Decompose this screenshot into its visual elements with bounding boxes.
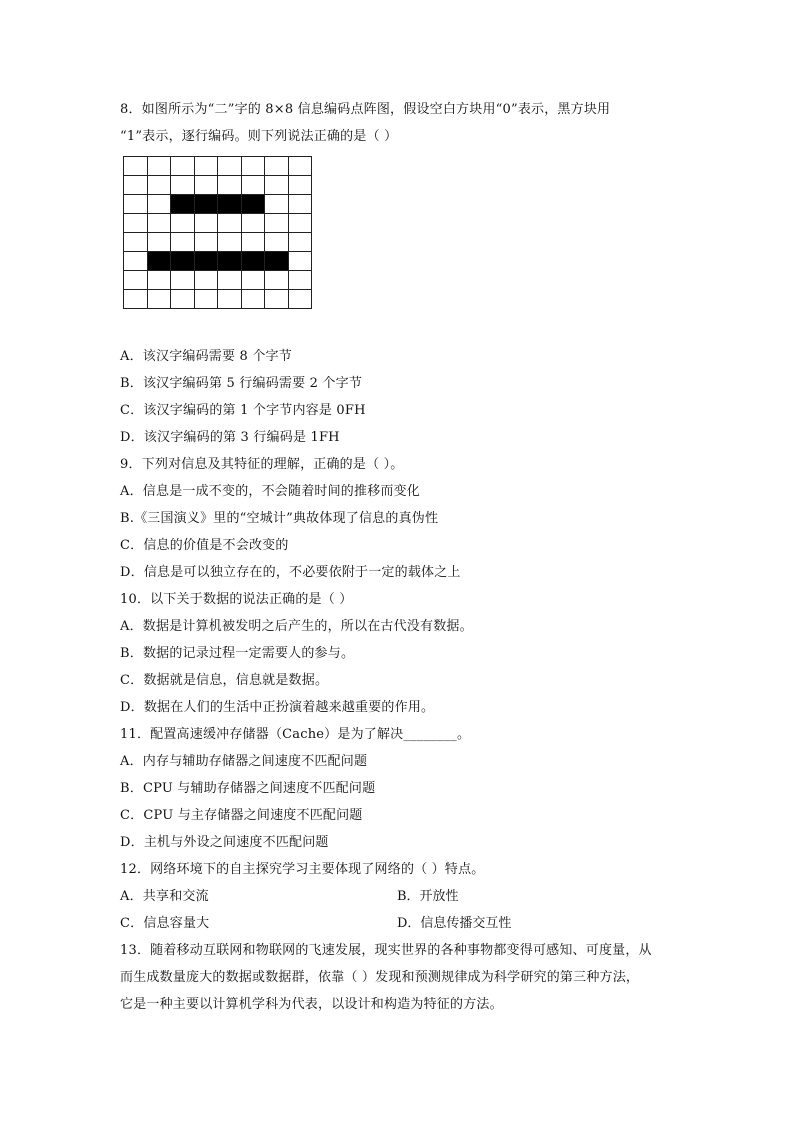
grid-cell-r2-c1	[124, 176, 148, 195]
q9-option-b: B.《三国演义》里的“空城计”典故体现了信息的真伪性	[120, 511, 439, 526]
q9-stem: 9．下列对信息及其特征的理解，正确的是（ ）。	[120, 457, 404, 472]
grid-cell-r3-c6	[242, 195, 266, 214]
q12-stem: 12．网络环境下的自主探究学习主要体现了网络的（ ）特点。	[120, 862, 485, 877]
q8-option-b: B．该汉字编码第 5 行编码需要 2 个字节	[120, 376, 363, 391]
grid-cell-r4-c4	[195, 214, 219, 233]
grid-cell-r4-c3	[171, 214, 195, 233]
q9-option-a: A．信息是一成不变的，不会随着时间的推移而变化	[120, 484, 420, 499]
q10-option-b: B．数据的记录过程一定需要人的参与。	[120, 646, 355, 661]
grid-cell-r8-c5	[218, 290, 242, 309]
grid-cell-r3-c7	[265, 195, 289, 214]
grid-cell-r2-c6	[242, 176, 266, 195]
q11-option-b: B．CPU 与辅助存储器之间速度不匹配问题	[120, 781, 376, 796]
grid-cell-r6-c5	[218, 252, 242, 271]
grid-cell-r5-c3	[171, 233, 195, 252]
grid-cell-r2-c7	[265, 176, 289, 195]
grid-cell-r5-c4	[195, 233, 219, 252]
grid-cell-r7-c7	[265, 271, 289, 290]
grid-cell-r5-c1	[124, 233, 148, 252]
q12-option-b: B．开放性	[397, 889, 459, 904]
grid-cell-r7-c3	[171, 271, 195, 290]
q11-option-a: A．内存与辅助存储器之间速度不匹配问题	[120, 754, 368, 769]
q12-option-c: C．信息容量大	[120, 916, 210, 931]
grid-cell-r5-c7	[265, 233, 289, 252]
q11-option-c: C．CPU 与主存储器之间速度不匹配问题	[120, 808, 363, 823]
grid-cell-r6-c6	[242, 252, 266, 271]
q11-option-d: D．主机与外设之间速度不匹配问题	[120, 835, 329, 850]
grid-cell-r1-c7	[265, 157, 289, 176]
q10-option-c: C．数据就是信息，信息就是数据。	[120, 673, 329, 688]
q12-option-d: D．信息传播交互性	[397, 916, 512, 931]
grid-cell-r8-c1	[124, 290, 148, 309]
grid-cell-r1-c4	[195, 157, 219, 176]
grid-cell-r8-c3	[171, 290, 195, 309]
grid-cell-r6-c7	[265, 252, 289, 271]
grid-cell-r3-c2	[148, 195, 172, 214]
q8-option-a: A．该汉字编码需要 8 个字节	[120, 349, 292, 364]
grid-cell-r6-c1	[124, 252, 148, 271]
grid-cell-r1-c2	[148, 157, 172, 176]
grid-cell-r5-c5	[218, 233, 242, 252]
grid-cell-r6-c2	[148, 252, 172, 271]
grid-cell-r4-c6	[242, 214, 266, 233]
q10-stem: 10．以下关于数据的说法正确的是（ ）	[120, 592, 353, 607]
grid-cell-r3-c3	[171, 195, 195, 214]
grid-cell-r1-c1	[124, 157, 148, 176]
grid-cell-r2-c8	[289, 176, 313, 195]
q12-option-a: A．共享和交流	[120, 889, 209, 904]
grid-cell-r2-c3	[171, 176, 195, 195]
grid-cell-r7-c6	[242, 271, 266, 290]
grid-cell-r1-c8	[289, 157, 313, 176]
grid-cell-r4-c2	[148, 214, 172, 233]
grid-cell-r1-c6	[242, 157, 266, 176]
grid-cell-r8-c2	[148, 290, 172, 309]
grid-cell-r5-c6	[242, 233, 266, 252]
dot-matrix-grid	[123, 156, 312, 309]
grid-cell-r2-c2	[148, 176, 172, 195]
q10-option-d: D．数据在人们的生活中正扮演着越来越重要的作用。	[120, 700, 435, 715]
q13-line-1: 13．随着移动互联网和物联网的飞速发展，现实世界的各种事物都变得可感知、可度量，从	[120, 943, 652, 958]
grid-cell-r6-c3	[171, 252, 195, 271]
grid-cell-r3-c5	[218, 195, 242, 214]
q8-option-c: C．该汉字编码的第 1 个字节内容是 0FH	[120, 403, 366, 418]
grid-cell-r7-c1	[124, 271, 148, 290]
grid-cell-r8-c4	[195, 290, 219, 309]
q8-option-d: D．该汉字编码的第 3 行编码是 1FH	[120, 430, 340, 445]
grid-cell-r3-c1	[124, 195, 148, 214]
grid-cell-r1-c3	[171, 157, 195, 176]
grid-cell-r7-c4	[195, 271, 219, 290]
grid-cell-r5-c8	[289, 233, 313, 252]
q13-line-3: 它是一种主要以计算机学科为代表，以设计和构造为特征的方法。	[120, 997, 503, 1012]
grid-cell-r4-c1	[124, 214, 148, 233]
q8-stem-line-2: “1”表示，逐行编码。则下列说法正确的是（ ）	[120, 129, 398, 144]
grid-cell-r6-c4	[195, 252, 219, 271]
grid-cell-r2-c5	[218, 176, 242, 195]
grid-cell-r3-c4	[195, 195, 219, 214]
grid-cell-r4-c8	[289, 214, 313, 233]
grid-cell-r3-c8	[289, 195, 313, 214]
q9-option-d: D．信息是可以独立存在的，不必要依附于一定的载体之上	[120, 565, 461, 580]
q10-option-a: A．数据是计算机被发明之后产生的，所以在古代没有数据。	[120, 619, 473, 634]
grid-cell-r7-c8	[289, 271, 313, 290]
q13-line-2: 而生成数量庞大的数据或数据群，依靠（ ）发现和预测规律成为科学研究的第三种方法，	[120, 970, 640, 985]
grid-cell-r4-c7	[265, 214, 289, 233]
grid-cell-r7-c2	[148, 271, 172, 290]
grid-cell-r5-c2	[148, 233, 172, 252]
grid-cell-r2-c4	[195, 176, 219, 195]
grid-cell-r1-c5	[218, 157, 242, 176]
grid-cell-r8-c8	[289, 290, 313, 309]
q9-option-c: C．信息的价值是不会改变的	[120, 538, 289, 553]
grid-cell-r7-c5	[218, 271, 242, 290]
grid-cell-r8-c7	[265, 290, 289, 309]
grid-cell-r4-c5	[218, 214, 242, 233]
q11-stem: 11．配置高速缓冲存储器（Cache）是为了解决________。	[120, 727, 471, 742]
grid-cell-r6-c8	[289, 252, 313, 271]
q8-stem-line-1: 8．如图所示为“二”字的 8×8 信息编码点阵图，假设空白方块用“0”表示，黑方块用	[120, 102, 611, 117]
grid-cell-r8-c6	[242, 290, 266, 309]
